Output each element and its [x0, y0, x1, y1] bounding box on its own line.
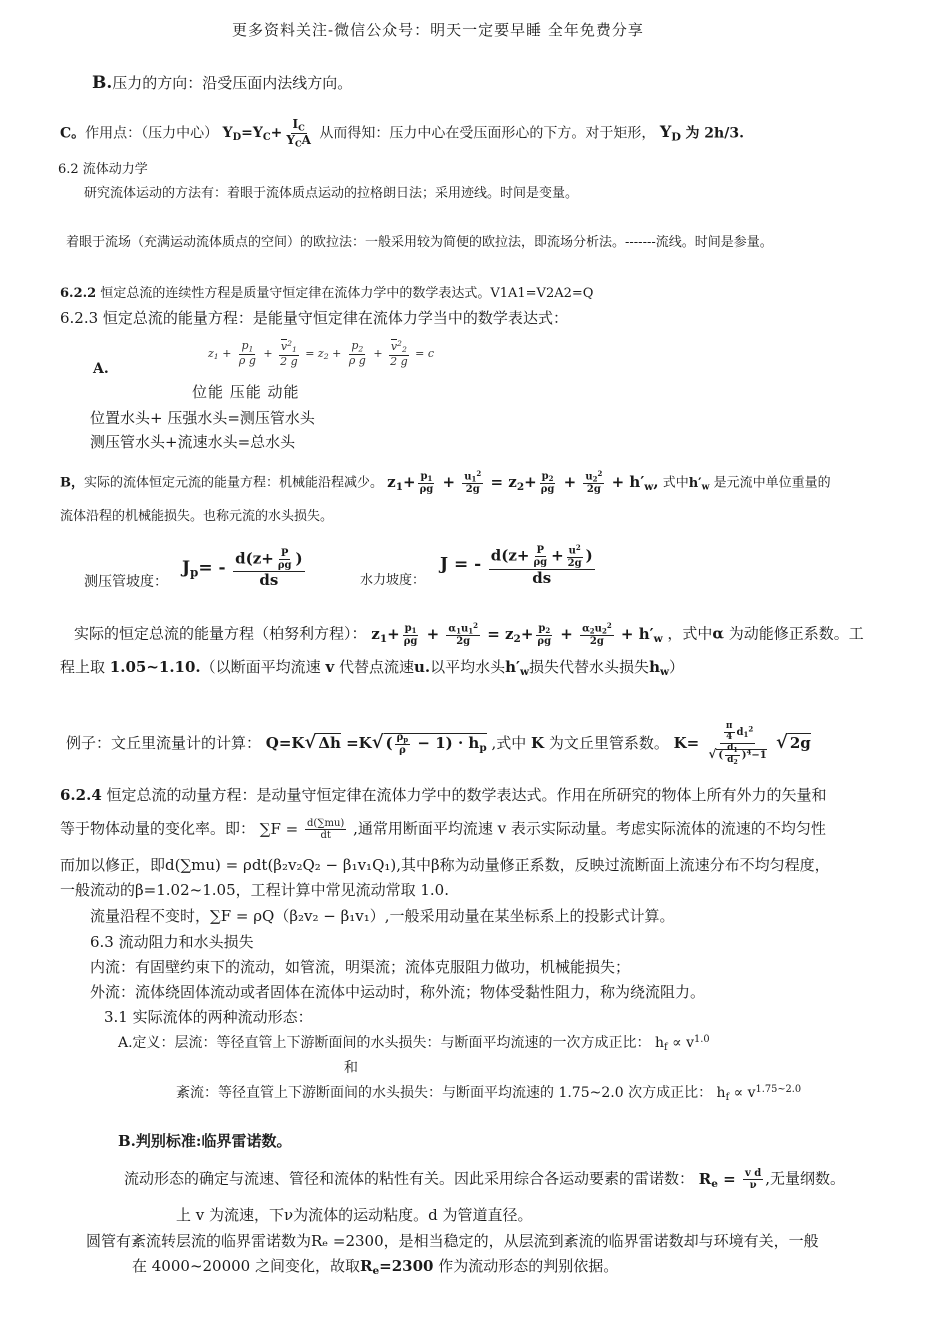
hydraulic-slope-formula: J = - d(z+ $\frac{P}{\rho g}$ + $\frac{u^2}{2g}$ ) ds	[440, 543, 593, 587]
criterion-title: B.判别标准:临界雷诺数。	[118, 1132, 292, 1150]
head-relation-2: 测压管水头+流速水头=总水头	[90, 433, 296, 451]
momentum-line-4: 流量沿程不变时，∑F = ρQ（β₂v₂ − β₁v₁）,一般采用动量在某坐标系上的投影式计算。	[90, 907, 675, 925]
head-relation-1: 位置水头+ 压强水头=测压管水头	[90, 409, 315, 427]
momentum-line-3: 一般流动的β=1.02~1.05，工程计算中常见流动常取 1.0.	[60, 881, 449, 899]
energy-type-labels: 位能 压能 动能	[192, 383, 300, 401]
internal-flow: 内流：有固壁约束下的流动，如管流，明渠流；流体克服阻力做功，机械能损失；	[90, 958, 631, 976]
piezometric-slope-label: 测压管坡度：	[84, 574, 168, 590]
bernoulli-formula: $z_1+$ $\frac{p_1}{\rho g}$ + $\frac{\alpha_1u_1^2}{2g}$ = $z_2+$ $\frac{p_2}{\rho g}$ + $\frac{\alpha_2u_2^2}{2g}$ + $h'_w$	[371, 621, 663, 648]
element-energy-formula: $z_1+$ $\frac{p_1}{\rho g}$ + $\frac{u_1^2}{2g}$ = $z_2+$ $\frac{p_2}{\rho g}$ + $\frac{u_2^2}{2g}$ + $h'_w$,	[387, 469, 659, 496]
venturi-line: 例子：文丘里流量计的计算： Q=K√ Δh =K√ ( $\frac{\rho_p}{\rho}$ − $1) \cdot h_p$ ,式中 K 为文丘里管系数。 K= $\frac{\pi}{4}$ $d_1^2$ √ ( $\frac{d_1}{d_2}$ )$^4$−1 √ 2g	[66, 721, 811, 766]
reynolds-formula: $R_e$ = $\frac{\text{v d}}{\nu}$	[698, 1168, 762, 1191]
section-6-2-3: 6.2.3 恒定总流的能量方程：是能量守恒定律在流体力学当中的数学表达式：	[60, 309, 568, 327]
section-6-2-title: 6.2 流体动力学	[58, 162, 148, 177]
piezometric-slope-formula: $J_p=$ - d(z+ $\frac{P}{\rho g}$ ) ds	[182, 548, 303, 589]
reynolds-line: 流动形态的确定与流速、管径和流体的粘性有关。因此采用综合各运动要素的雷诺数： $R_e$ = $\frac{\text{v d}}{\nu}$ ,无量纲数。	[124, 1168, 846, 1191]
critical-reynolds-1: 圆管有紊流转层流的临界雷诺数为Rₑ =2300，是相当稳定的，从层流到紊流的临界雷诺数却与环境有关，一般	[86, 1232, 819, 1250]
critical-reynolds-2: 在 4000~20000 之间变化，故取$R_e=2300$ 作为流动形态的判别依据。	[132, 1257, 619, 1278]
pressure-direction-line: B.压力的方向：沿受压面内法线方向。	[92, 73, 353, 93]
hydraulic-slope-label: 水力坡度：	[360, 573, 426, 588]
bernoulli-line: 实际的恒定总流的能量方程（柏努利方程）： $z_1+$ $\frac{p_1}{\rho g}$ + $\frac{\alpha_1u_1^2}{2g}$ = $z_2+$ $\frac{p_2}{\rho g}$ + $\frac{\alpha_2u_2^2}{2g}$ + $h'_w$ ，式中α 为动能修正系数。工	[74, 621, 864, 648]
section-6-2-4: 6.2.4 恒定总流的动量方程：是动量守恒定律在流体力学中的数学表达式。作用在所研究的物体上所有外力的矢量和	[60, 786, 827, 804]
momentum-line-1: 等于物体动量的变化率。即： ∑F = $\frac{d(\sum mu)}{dt}$ ,通常用断面平均流速 v 表示实际动量。考虑实际流体的流速的不均匀性	[60, 818, 826, 841]
page-header: 更多资料关注-微信公众号：明天一定要早睡 全年免费分享	[232, 21, 644, 39]
reynolds-note: 上 v 为流速，下ν为流体的运动粘度。d 为管道直径。	[176, 1206, 533, 1224]
external-flow: 外流：流体绕固体流动或者固体在流体中运动时，称外流；物体受黏性阻力，称为绕流阻力。	[90, 983, 706, 1001]
pressure-center-formula: $Y_D=Y_C+$ $\frac{I_C}{Y_CA}$	[222, 117, 311, 149]
pressure-center-line: C。作用点：（压力中心） $Y_D=Y_C+$ $\frac{I_C}{Y_CA}$ 从而得知：压力中心在受压面形心的下方。对于矩形， $Y_D$ 为 2h/3.	[60, 117, 744, 149]
bernoulli-continuation: 程上取 1.05~1.10.（以断面平均流速 v 代替点流速u.以平均水头$h'_w$损失代替水头损失$h_w$）	[60, 658, 685, 679]
and-connector: 和	[344, 1060, 358, 1076]
force-momentum-formula: ∑F = $\frac{d(\sum mu)}{dt}$	[259, 818, 345, 841]
eq-a-label: A.	[93, 361, 109, 377]
section-3-1-title: 3.1 实际流体的两种流动形态：	[104, 1008, 313, 1026]
section-6-3-title: 6.3 流动阻力和水头损失	[90, 933, 254, 951]
lagrange-method: 研究流体运动的方法有：着眼于流体质点运动的拉格朗日法；采用迹线。时间是变量。	[84, 186, 579, 201]
momentum-line-2: 而加以修正，即d(∑mu) = ρdt(β₂v₂Q₂ − β₁v₁Q₁),其中β称为动量修正系数，反映过流断面上流速分布不均匀程度，	[60, 856, 830, 874]
laminar-definition: A.定义：层流：等径直管上下游断面间的水头损失：与断面平均流速的一次方成正比： $h_f \propto v^{1.0}$	[118, 1034, 710, 1053]
euler-method: 着眼于流场（充满运动流体质点的空间）的欧拉法：一般采用较为简便的欧拉法，即流场分析法。-------流线。时间是参量。	[66, 235, 773, 250]
eq-b-continuation: 流体沿程的机械能损失。也称元流的水头损失。	[60, 509, 334, 524]
eq-b-line: B，实际的流体恒定元流的能量方程：机械能沿程减少。 $z_1+$ $\frac{p_1}{\rho g}$ + $\frac{u_1^2}{2g}$ = $z_2+$ $\frac{p_2}{\rho g}$ + $\frac{u_2^2}{2g}$ + $h'_w$, 式中$h'_w$ 是元流中单位重量的	[60, 469, 831, 496]
turbulent-definition: 紊流：等径直管上下游断面间的水头损失：与断面平均流速的 1.75~2.0 次方成正比： $h_f \propto v^{1.75\sim 2.0}$	[176, 1084, 802, 1103]
venturi-coefficient-formula: K= $\frac{\pi}{4}$ $d_1^2$ √ ( $\frac{d_1}{d_2}$ )$^4$−1 √ 2g	[673, 721, 811, 766]
section-6-2-2: 6.2.2 恒定总流的连续性方程是质量守恒定律在流体力学中的数学表达式。V1A1=V2A2=Q	[60, 286, 594, 301]
venturi-flow-formula: Q=K√ Δh =K√ ( $\frac{\rho_p}{\rho}$ − $1) \cdot h_p$	[265, 732, 487, 757]
energy-equation-a: $z_1$ + $\frac{p_1}{\text{ρ g}}$ + $\frac{v^2_1}{2 g}$ = $z_2$ + $\frac{p_2}{\text{ρ g}}$ + $\frac{v^2_2}{2 g}$ = c	[208, 339, 434, 368]
